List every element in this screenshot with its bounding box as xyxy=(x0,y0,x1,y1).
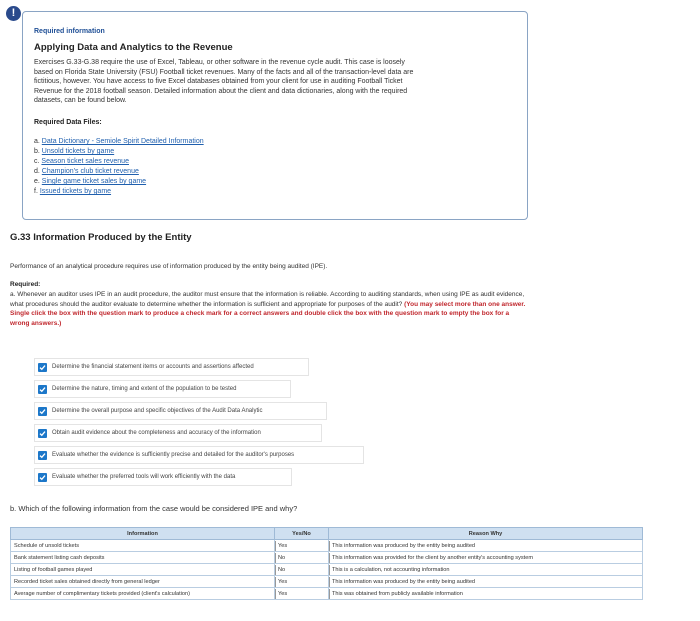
checklist-item-label: Determine the overall purpose and specific objectives of the Audit Data Analytic xyxy=(52,408,263,414)
yes-no-select[interactable]: Yes xyxy=(275,540,329,552)
case-description: Exercises G.33-G.38 require the use of Excel, Tableau, or other software in the revenue cycle audit. This case is loosely based on Florida State University (FSU) Football ticket revenues. Many of the facts and all of the transaction-level data are fictitious, however. You have access to five Excel databases obtained from your client for use in auditing Football Ticket Revenue for the 2018 football season. Detailed information about the client and data dictionaries, along with the required datasets, can be found below. xyxy=(34,59,414,104)
checklist-item-label: Evaluate whether the evidence is sufficiently precise and detailed for the auditor's purposes xyxy=(52,452,295,458)
required-instruction: (You may select more than one answer. Single click the box with the question mark to produce a check mark for a correct answers and double click the box with the question mark to empty the box for a wrong answers.) xyxy=(10,300,526,327)
data-file-link[interactable]: Unsold tickets by game xyxy=(41,148,115,155)
checklist-item[interactable] xyxy=(34,468,292,486)
checklist-item-label: Obtain audit evidence about the completeness and accuracy of the information xyxy=(52,430,261,436)
checkbox-checked-icon[interactable] xyxy=(38,385,47,394)
section-title: G.33 Information Produced by the Entity xyxy=(10,232,192,243)
information-cell: Schedule of unsold tickets xyxy=(11,540,275,552)
case-title: Applying Data and Analytics to the Revenue xyxy=(34,42,233,53)
table-row xyxy=(11,540,643,552)
yes-no-select[interactable]: Yes xyxy=(275,576,329,588)
checklist-item-label: Determine the financial statement items or accounts and assertions affected xyxy=(52,364,254,370)
data-files-list xyxy=(34,137,204,197)
yes-no-select[interactable]: Yes xyxy=(275,588,329,600)
required-info-label: Required information xyxy=(34,28,105,35)
required-info-box xyxy=(22,11,528,220)
table-row xyxy=(11,588,643,600)
checklist-item[interactable] xyxy=(34,380,291,398)
data-files-label: Required Data Files: xyxy=(34,119,102,126)
reason-select[interactable]: This is a calculation, not accounting information xyxy=(329,564,643,576)
checkbox-checked-icon[interactable] xyxy=(38,407,47,416)
table-header-row xyxy=(11,528,643,540)
table-row xyxy=(11,552,643,564)
checklist-item-label: Evaluate whether the preferred tools will work efficiently with the data xyxy=(52,474,236,480)
data-file-link[interactable]: Single game ticket sales by game xyxy=(41,178,147,185)
ipe-table xyxy=(10,527,643,600)
yes-no-select[interactable]: No xyxy=(275,564,329,576)
data-file-item: c. Season ticket sales revenue xyxy=(34,158,129,165)
data-file-item: d. Champion's club ticket revenue xyxy=(34,168,139,175)
reason-select[interactable]: This information was produced by the entity being audited xyxy=(329,540,643,552)
information-cell: Listing of football games played xyxy=(11,564,275,576)
data-file-link[interactable]: Season ticket sales revenue xyxy=(41,158,129,165)
table-row xyxy=(11,564,643,576)
checkbox-checked-icon[interactable] xyxy=(38,363,47,372)
column-header: Information xyxy=(11,528,275,540)
data-file-item: a. Data Dictionary - Semiole Spirit Detailed Information xyxy=(34,138,204,145)
checklist-item-label: Determine the nature, timing and extent of the population to be tested xyxy=(52,386,237,392)
checklist-item[interactable] xyxy=(34,402,327,420)
information-cell: Recorded ticket sales obtained directly from general ledger xyxy=(11,576,275,588)
table-row xyxy=(11,576,643,588)
reason-select[interactable]: This information was provided for the client by another entity's accounting system xyxy=(329,552,643,564)
reason-select[interactable]: This information was produced by the entity being audited xyxy=(329,576,643,588)
data-file-item: f. Issued tickets by game xyxy=(34,188,112,195)
data-file-link[interactable]: Issued tickets by game xyxy=(39,188,112,195)
required-label: Required: xyxy=(10,281,41,288)
information-cell: Bank statement listing cash deposits xyxy=(11,552,275,564)
data-file-item: b. Unsold tickets by game xyxy=(34,148,115,155)
reason-select[interactable]: This was obtained from publicly available information xyxy=(329,588,643,600)
checkbox-checked-icon[interactable] xyxy=(38,451,47,460)
alert-icon: ! xyxy=(6,6,21,21)
checklist-item[interactable] xyxy=(34,424,322,442)
performance-text: Performance of an analytical procedure requires use of information produced by the entity being audited (IPE). xyxy=(10,263,328,270)
checklist-item[interactable] xyxy=(34,358,309,376)
question-b: b. Which of the following information from the case would be considered IPE and why? xyxy=(10,504,298,513)
checkbox-checked-icon[interactable] xyxy=(38,429,47,438)
checkbox-checked-icon[interactable] xyxy=(38,473,47,482)
checklist-item[interactable] xyxy=(34,446,364,464)
data-file-link[interactable]: Data Dictionary - Semiole Spirit Detailed Information xyxy=(41,138,204,145)
data-file-item: e. Single game ticket sales by game xyxy=(34,178,147,185)
required-question: a. Whenever an auditor uses IPE in an audit procedure, the auditor must ensure that the information is reliable. According to auditing standards, when using IPE as audit evidence, what procedures should the auditor evaluate to determine whether the information is sufficient and appropriate for purposes of the audit? (You may select more than one answer. Single click the box with the question mark to produce a check mark for a correct answers and double click the box with the question mark to empty the box for a wrong answers.) xyxy=(10,291,526,327)
column-header: Reason Why xyxy=(329,528,643,540)
data-file-link[interactable]: Champion's club ticket revenue xyxy=(41,168,139,175)
information-cell: Average number of complimentary tickets provided (client's calculation) xyxy=(11,588,275,600)
yes-no-select[interactable]: No xyxy=(275,552,329,564)
column-header: Yes/No xyxy=(275,528,329,540)
